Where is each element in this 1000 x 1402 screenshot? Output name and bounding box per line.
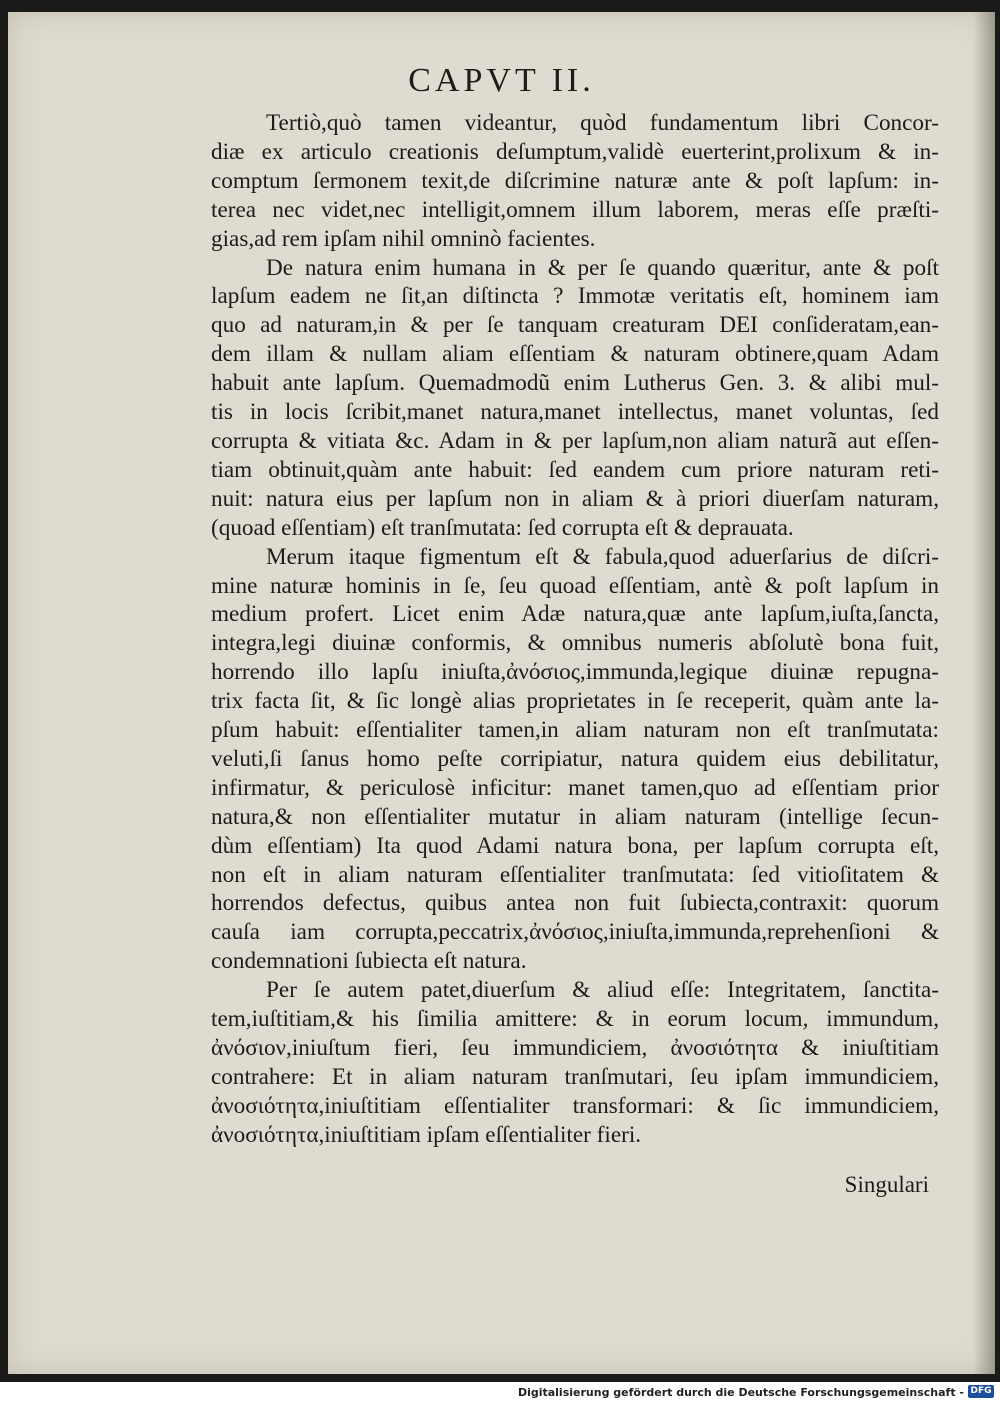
text-line: ἀνόσιον,iniuſtum fieri, ſeu immundiciem, ἀνοσιότητα & iniuſtitiam (211, 1035, 939, 1061)
text-line: Merum itaque figmentum eſt & fabula,quod aduerſarius de diſcri- (266, 543, 939, 570)
text-line: veluti,ſi ſanus homo peſte corripiatur, natura quidem eius debilitatur, (211, 745, 939, 772)
text-line: (quoad eſſentiam) eſt tranſmutata: ſed corrupta eſt & deprauata. (211, 514, 794, 541)
text-line: nuit: natura eius per lapſum non in aliam & à priori diuerſam naturam, (211, 485, 939, 512)
text-line: corrupta & vitiata &c. Adam in & per lapſum,non aliam naturã aut eſſen- (211, 427, 939, 454)
paragraph (211, 976, 939, 1149)
text-line: Tertiò,quò tamen videantur, quòd fundamentum libri Concor- (266, 110, 939, 136)
text-line: pſum habuit: eſſentialiter tamen,in aliam naturam non eſt tranſmutata: (211, 717, 939, 744)
spine-shadow (973, 12, 995, 1374)
text-line: terea nec videt,nec intelligit,omnem illum laborem, meras eſſe præſti- (211, 196, 939, 223)
footer-credit: Digitalisierung gefördert durch die Deutsche Forschungsgemeinschaft - (517, 1386, 964, 1399)
text-line: dem illam & nullam aliam eſſentiam & naturam obtinere,quam Adam (211, 341, 939, 368)
text-line: tem,iuſtitiam,& his ſimilia amittere: & in eorum locum, immundum, (211, 1006, 939, 1033)
text-line: Per ſe autem patet,diuerſum & aliud eſſe: Integritatem, ſanctita- (266, 977, 939, 1004)
text-line: tis in locis ſcribit,manet natura,manet intellectus, manet voluntas, ſed (211, 399, 939, 426)
text-line: gias,ad rem ipſam nihil omninò facientes. (211, 225, 596, 252)
text-line: non eſt in aliam naturam eſſentialiter tranſmutata: ſed vitioſitatem & (211, 861, 939, 888)
text-line: ἀνοσιότητα,iniuſtitiam ipſam eſſentialiter fieri. (211, 1121, 642, 1148)
text-line: lapſum eadem ne ſit,an diſtincta ? Immotæ veritatis eſt, hominem iam (211, 283, 939, 310)
book-page (8, 12, 995, 1374)
text-line: habuit ante lapſum. Quemadmodũ enim Lutherus Gen. 3. & alibi mul- (211, 370, 939, 397)
text-line: contrahere: Et in aliam naturam tranſmutari, ſeu ipſam immundiciem, (211, 1063, 939, 1090)
text-line: ἀνοσιότητα,iniuſtitiam eſſentialiter transformari: & ſic immundiciem, (211, 1092, 939, 1119)
paragraph (211, 543, 939, 977)
text-line: mine naturæ hominis in ſe, ſeu quoad eſſentiam, antè & poſt lapſum in (211, 572, 939, 599)
text-line: comptum ſermonem texit,de diſcrimine naturæ ante & poſt lapſum: in- (211, 167, 939, 194)
text-line: diæ ex articulo creationis deſumptum,validè euerterint,prolixum & in- (211, 138, 939, 165)
dfg-logo: DFG (968, 1385, 994, 1398)
text-line: De natura enim humana in & per ſe quando quæritur, ante & poſt (266, 254, 939, 281)
text-line: integra,legi diuinæ conformis, & omnibus numeris abſolutè bona fuit, (211, 630, 939, 657)
text-line: quo ad naturam,in & per ſe tanquam creaturam DEI conſideratam,ean- (211, 312, 939, 339)
text-line: dùm eſſentiam) Ita quod Adami natura bona, per lapſum corrupta eſt, (211, 832, 939, 859)
text-line: horrendo illo lapſu iniuſta,ἀνόσιος,immunda,legique diuinæ repugna- (211, 659, 939, 686)
text-line: tiam obtinuit,quàm ante habuit: ſed eandem cum priore naturam reti- (211, 456, 939, 483)
page-title: CAPVT II. (408, 62, 595, 99)
text-line: trix facta ſit, & ſic longè alias proprietates in ſe receperit, quàm ante la- (211, 688, 939, 715)
text-line: medium profert. Licet enim Adæ natura,quæ ante lapſum,iuſta,ſancta, (211, 601, 939, 628)
text-line: infirmatur, & periculosè inficitur: manet tamen,quo ad eſſentiam prior (211, 774, 939, 801)
text-line: horrendos defectus, quibus antea non fuit ſubiecta,contraxit: quorum (211, 890, 939, 917)
body-text (211, 109, 939, 1150)
paragraph (211, 254, 939, 543)
paragraph (211, 109, 939, 254)
text-line: cauſa iam corrupta,peccatrix,ἀνόσιος,iniuſta,immunda,reprehenſioni & (211, 919, 939, 946)
text-line: natura,& non eſſentialiter mutatur in aliam naturam (intellige ſecun- (211, 803, 939, 830)
text-line: condemnationi ſubiecta eſt natura. (211, 948, 527, 975)
catchword: Singulari (844, 1172, 929, 1197)
